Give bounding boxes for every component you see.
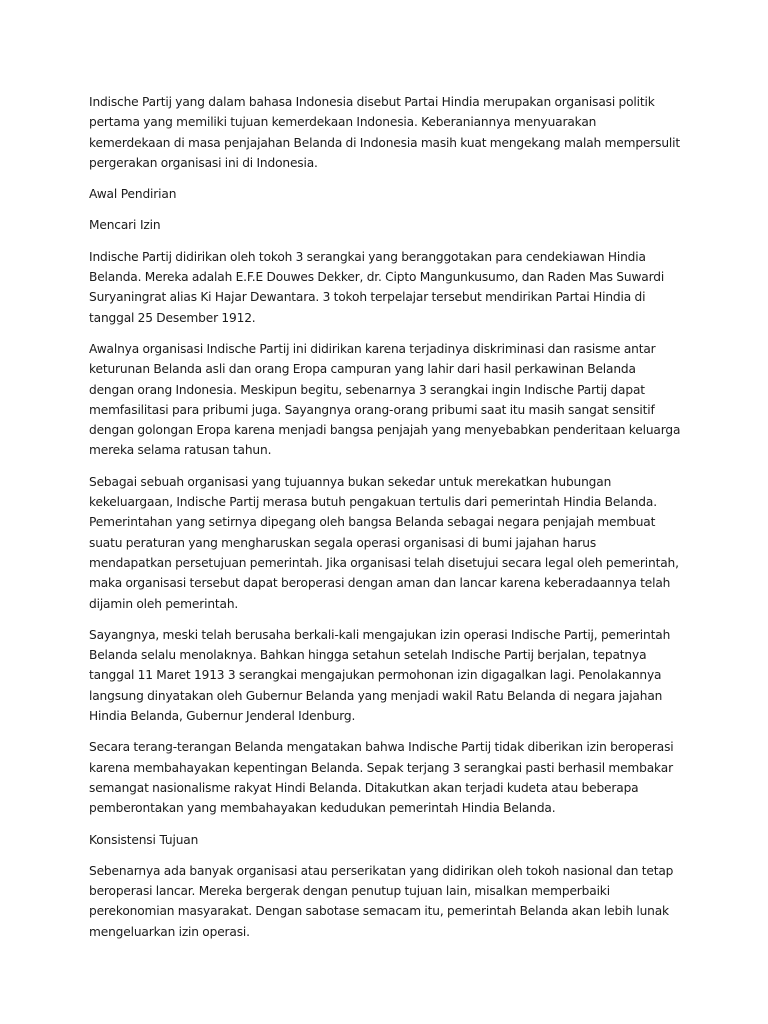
paragraph-rejection: Sayangnya, meski telah berusaha berkali-kali mengajukan izin operasi Indische Partij, pemerintah Belanda selalu menolaknya. Bahkan hingga setahun setelah Indische Partij berjalan, tepatnya tanggal 11 Maret 1913 3 serangkai mengajukan permohonan izin digagalkan lagi. Penolakannya langsung dinyatakan oleh Gubernur Belanda yang menjadi wakil Ratu Belanda di negara jajahan Hindia Belanda, Gubernur Jenderal Idenburg. <box>89 627 671 724</box>
heading-awal-pendirian: Awal Pendirian <box>89 187 177 202</box>
heading-konsistensi-tujuan: Konsistensi Tujuan <box>89 832 199 847</box>
paragraph-reason: Secara terang-terangan Belanda mengatakan bahwa Indische Partij tidak diberikan izin beroperasi karena membahayakan kepentingan Belanda. Sepak terjang 3 serangkai pasti berhasil membakar semangat nasionalisme rakyat Hindi Belanda. Ditakutkan akan terjadi kudeta atau beberapa pemberontakan yang membahayakan kedudukan pemerintah Hindia Belanda. <box>89 740 674 816</box>
paragraph-recognition: Sebagai sebuah organisasi yang tujuannya bukan sekedar untuk merekatkan hubungan kekeluargaan, Indische Partij merasa butuh pengakuan tertulis dari pemerintah Hindia Belanda. Pemerintahan yang setirnya dipegang oleh bangsa Belanda sebagai negara penjajah membuat suatu peraturan yang mengharuskan segala operasi organisasi di bumi jajahan harus mendapatkan persetujuan pemerintah. Jika organisasi telah disetujui secara legal oleh pemerintah, maka organisasi tersebut dapat beroperasi dengan aman dan lancar karena keberadaannya telah dijamin oleh pemerintah. <box>89 474 679 611</box>
paragraph-background: Awalnya organisasi Indische Partij ini didirikan karena terjadinya diskriminasi dan rasisme antar keturunan Belanda asli dan orang Eropa campuran yang lahir dari hasil perkawinan Belanda dengan orang Indonesia. Meskipun begitu, sebenarnya 3 serangkai ingin Indische Partij dapat memfasilitasi para pribumi juga. Sayangnya orang-orang pribumi saat itu masih sangat sensitif dengan golongan Eropa karena menjadi bangsa penjajah yang menyebabkan penderitaan keluarga mereka selama ratusan tahun. <box>89 341 681 458</box>
paragraph-intro: Indische Partij yang dalam bahasa Indonesia disebut Partai Hindia merupakan organisasi politik pertama yang memiliki tujuan kemerdekaan Indonesia. Keberaniannya menyuarakan kemerdekaan di masa penjajahan Belanda di Indonesia masih kuat mengekang malah mempersulit pergerakan organisasi ini di Indonesia. <box>89 95 680 170</box>
paragraph-founders: Indische Partij didirikan oleh tokoh 3 serangkai yang beranggotakan para cendekiawan Hindia Belanda. Mereka adalah E.F.E Douwes Dekker, dr. Cipto Mangunkusumo, dan Raden Mas Suwardi Suryaningrat alias Ki Hajar Dewantara. 3 tokoh terpelajar tersebut mendirikan Partai Hindia di tanggal 25 Desember 1912. <box>89 249 665 325</box>
document-page <box>89 92 681 953</box>
paragraph-consistency: Sebenarnya ada banyak organisasi atau perserikatan yang didirikan oleh tokoh nasional dan tetap beroperasi lancar. Mereka bergerak dengan penutup tujuan lain, misalkan memperbaiki perekonomian masyarakat. Dengan sabotase semacam itu, pemerintah Belanda akan lebih lunak mengeluarkan izin operasi. <box>89 863 674 939</box>
heading-mencari-izin: Mencari Izin <box>89 218 161 233</box>
